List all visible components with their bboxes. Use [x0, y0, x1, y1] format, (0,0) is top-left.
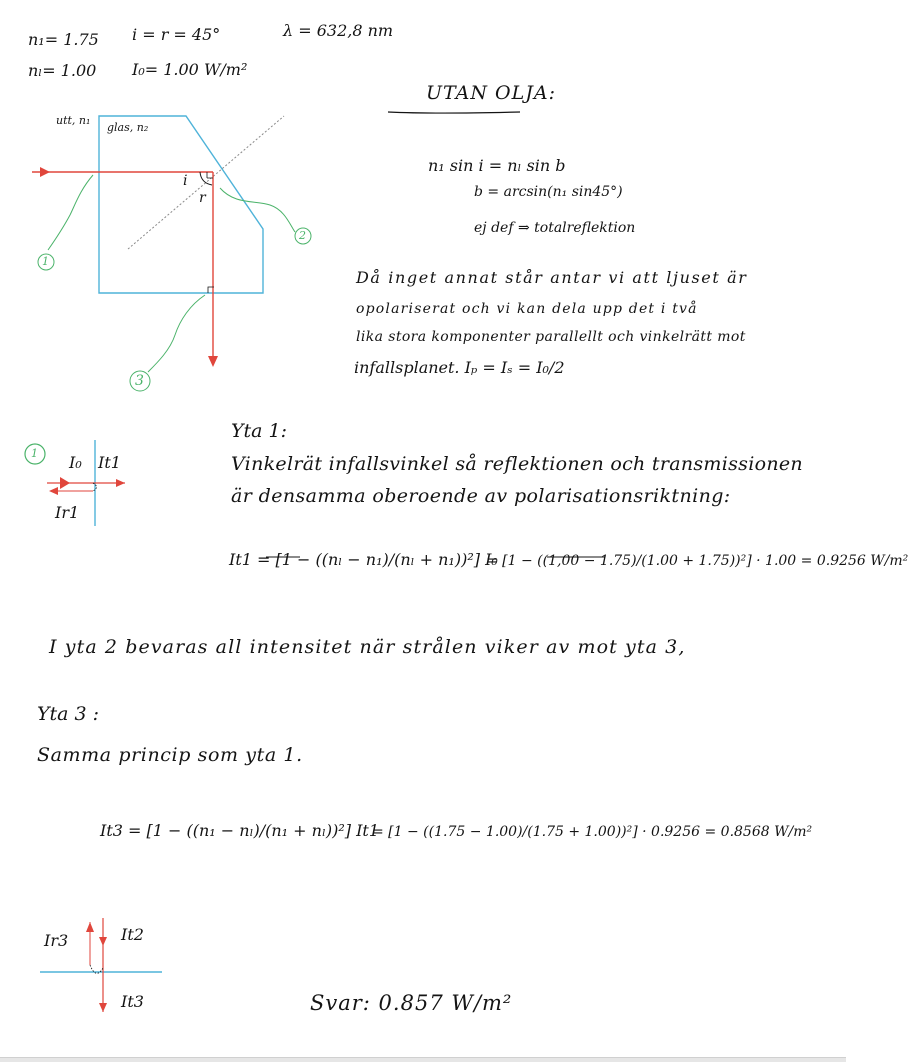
heading-utan-olja: UTAN OLJA:	[426, 82, 556, 104]
reflected-ray-arrowhead	[208, 356, 218, 367]
right-angle-mark-top	[207, 172, 213, 178]
angle-label-r: r	[199, 190, 206, 206]
glass-prism-outline	[99, 116, 263, 293]
final-answer: Svar: 0.857 W/m²	[310, 991, 513, 1015]
polarization-paragraph-line-2: opolariserat och vi kan dela upp det i två	[356, 301, 698, 317]
heading-yta-3: Yta 3 :	[37, 703, 100, 725]
yta1-circle-number: 1	[31, 447, 38, 460]
polarization-paragraph-line-3: lika stora komponenter parallellt och vinkelrätt mot	[356, 329, 746, 345]
yta1-reflected-arrowhead	[49, 487, 58, 495]
yta3-label-it3: It3	[121, 992, 144, 1011]
snell-equation: n₁ sin i = nₗ sin b	[428, 156, 566, 175]
yta3-label-ir3: Ir3	[44, 931, 69, 950]
given-n1: n₁= 1.75	[28, 30, 99, 49]
yta3-text-line-1: Samma princip som yta 1.	[37, 744, 303, 766]
yta1-incident-arrowhead	[60, 477, 70, 489]
total-reflection-note: ej def ⇒ totalreflektion	[474, 220, 636, 236]
yta3-equation-symbolic: It3 = [1 − ((n₁ − nₗ)/(n₁ + nₗ))²] It1	[100, 821, 379, 840]
yta3-transmitted-arrowhead	[99, 1003, 107, 1012]
yta3-equation-numeric: = [1 − ((1.75 − 1.00)/(1.75 + 1.00))²] · 0.9256 = 0.8568 W/m²	[372, 824, 813, 840]
given-angles: i = r = 45°	[132, 25, 221, 44]
yta1-equation-numeric: = [1 − ((1,00 − 1.75)/(1.00 + 1.75))²] · 1.00 = 0.9256 W/m²	[486, 553, 908, 569]
label-oil: utt, n₁	[56, 114, 91, 127]
yta2-statement: I yta 2 bevaras all intensitet när strålen viker av mot yta 3,	[49, 636, 686, 658]
incident-ray-arrowhead	[40, 167, 50, 177]
label-glass: glas, n₂	[107, 121, 149, 134]
yta1-transmitted-arrowhead	[116, 479, 125, 487]
yta3-label-it2: It2	[121, 925, 144, 944]
yta1-label-it1: It1	[98, 453, 121, 472]
given-nl: nₗ= 1.00	[28, 61, 97, 80]
page-bottom-edge	[0, 1057, 846, 1062]
given-wavelength: λ = 632,8 nm	[283, 21, 394, 40]
callout-1-number: 1	[42, 255, 49, 268]
heading-underline	[388, 112, 520, 113]
yta3-incident-arrowhead	[99, 937, 107, 946]
angle-label-i: i	[183, 173, 188, 189]
yta1-text-line-1: Vinkelrät infallsvinkel så reflektionen och transmissionen	[231, 453, 803, 475]
callout-3-leader	[148, 295, 205, 372]
yta3-reflected-arrowhead	[86, 922, 94, 932]
callout-1-leader	[48, 175, 93, 250]
given-intensity: I₀= 1.00 W/m²	[132, 60, 248, 79]
yta1-equation-symbolic: It1 = [1 − ((nₗ − n₁)/(nₗ + n₁))²] I₀	[229, 550, 498, 569]
callout-2-leader	[220, 188, 295, 232]
yta1-text-line-2: är densamma oberoende av polarisationsriktning:	[231, 485, 731, 507]
heading-yta-1: Yta 1:	[231, 420, 288, 442]
polarization-paragraph-line-4: infallsplanet. Iₚ = Iₛ = I₀/2	[354, 358, 565, 377]
callout-3-number: 3	[135, 373, 144, 389]
yta1-label-ir1: Ir1	[55, 503, 80, 522]
callout-2-number: 2	[299, 229, 306, 242]
yta1-label-i0: I₀	[69, 453, 82, 472]
polarization-paragraph-line-1: Då inget annat står antar vi att ljuset är	[356, 268, 748, 287]
arcsin-equation: b = arcsin(n₁ sin45°)	[474, 184, 623, 200]
